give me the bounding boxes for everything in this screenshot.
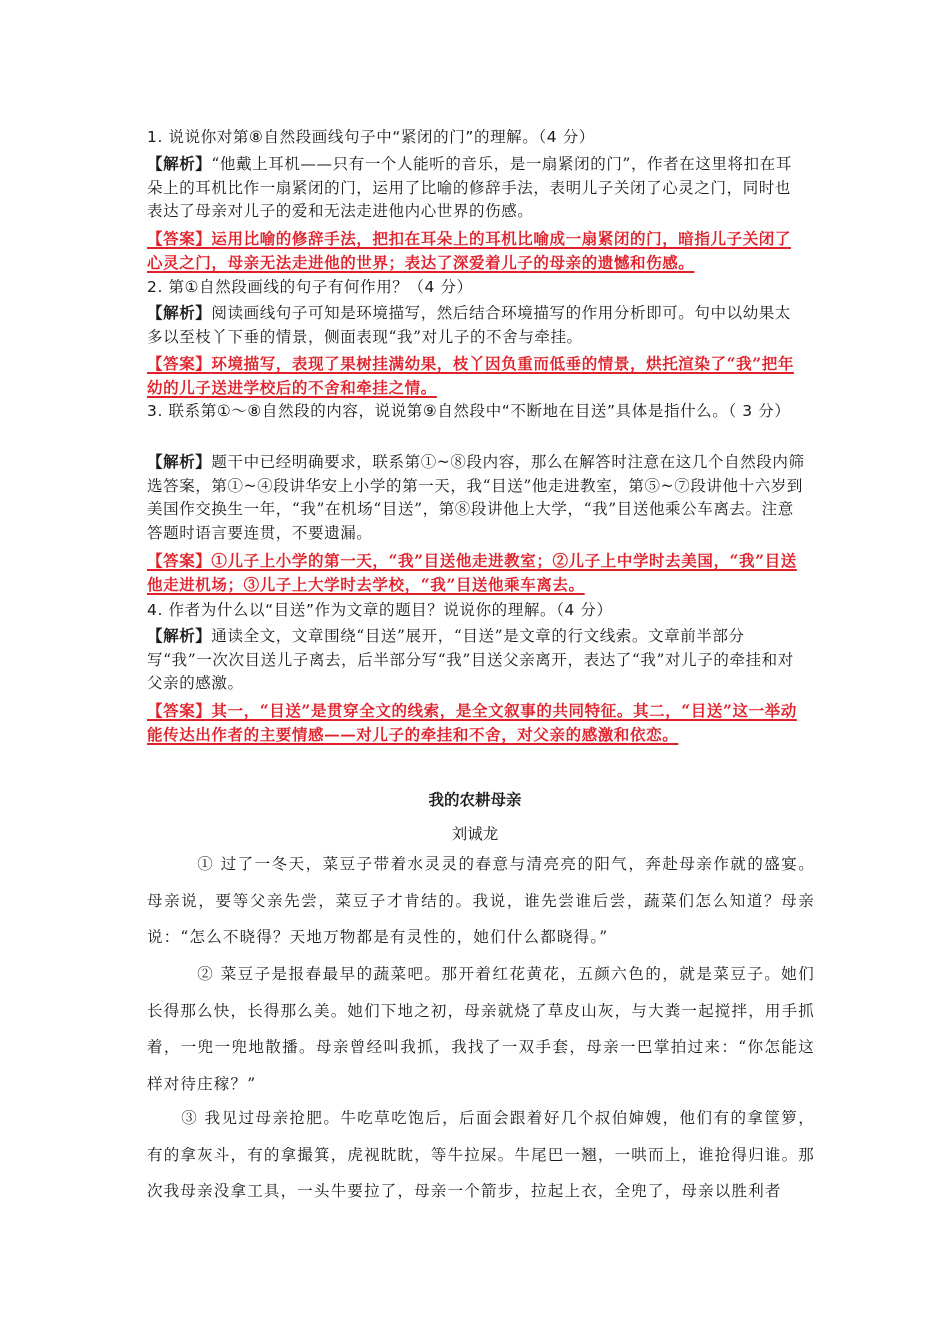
article-author: 刘诚龙 xyxy=(451,825,499,843)
question-4: 4. 作者为什么以“目送”作为文章的题目？说说你的理解。（4 分） xyxy=(147,601,613,619)
paragraph-text: ② 菜豆子是报春最早的蔬菜吧。那开着红花黄花，五颜六色的，就是菜豆子。她们长得那么快，长得那么美。她们下地之初，母亲就烧了草皮山灰，与大粪一起搅拌，用手抓着，一兜一兜地散播。母亲曾经叫我抓，我找了一双手套，母亲一巴掌拍过来：“你怎能这样对待庄稼？” xyxy=(147,965,816,1093)
article-paragraph xyxy=(147,846,815,956)
analysis-3 xyxy=(147,450,807,545)
analysis-tag: 【解析】 xyxy=(147,452,212,471)
answer-4 xyxy=(147,699,807,747)
paragraph-text: ① 过了一冬天，菜豆子带着水灵灵的春意与清亮亮的阳气，奔赴母亲作就的盛宴。母亲说，要等父亲先尝，菜豆子才肯结的。我说，谁先尝谁后尝，蔬菜们怎么知道？母亲说：“怎么不晓得？天地万物都是有灵性的，她们什么都晓得。” xyxy=(147,855,815,946)
analysis-tag: 【解析】 xyxy=(147,303,212,322)
analysis-tag: 【解析】 xyxy=(147,626,212,645)
analysis-text: “他戴上耳机——只有一个人能听的音乐，是一扇紧闭的门”，作者在这里将扣在耳朵上的耳机比作一扇紧闭的门，运用了比喻的修辞手法，表明儿子关闭了心灵之门，同时也表达了母亲对儿子的爱和无法走进他内心世界的伤感。 xyxy=(147,155,792,220)
analysis-1 xyxy=(147,152,807,224)
answer-tag: 【答案】 xyxy=(147,701,212,720)
question-2: 2. 第①自然段画线的句子有何作用？（4 分） xyxy=(147,278,473,296)
answer-tag: 【答案】 xyxy=(147,551,212,570)
answer-tag: 【答案】 xyxy=(147,354,212,373)
analysis-text: 阅读画线句子可知是环境描写，然后结合环境描写的作用分析即可。句中以幼果太多以至枝丫下垂的情景，侧面表现“我”对儿子的不舍与牵挂。 xyxy=(147,304,792,346)
analysis-4 xyxy=(147,624,807,696)
answer-text: 运用比喻的修辞手法，把扣在耳朵上的耳机比喻成一扇紧闭的门，暗指儿子关闭了心灵之门，母亲无法走进他的世界；表达了深爱着儿子的母亲的遗憾和伤感。 xyxy=(147,229,792,272)
answer-text: ①儿子上小学的第一天，“我”目送他走进教室；②儿子上中学时去美国，“我”目送他走进机场；③儿子上大学时去学校，“我”目送他乘车离去。 xyxy=(147,551,797,594)
answer-3 xyxy=(147,549,807,597)
answer-text: 其一，“目送”是贯穿全文的线索，是全文叙事的共同特征。其二，“目送”这一举动能传达出作者的主要情感——对儿子的牵挂和不舍，对父亲的感激和依恋。 xyxy=(147,701,797,744)
analysis-2 xyxy=(147,301,807,349)
question-3: 3. 联系第①～⑧自然段的内容，说说第⑨自然段中“不断地在目送”具体是指什么。（ 3 分） xyxy=(147,402,791,420)
answer-1 xyxy=(147,227,807,275)
article-paragraph xyxy=(147,956,815,1102)
paragraph-text: ③ 我见过母亲抢肥。牛吃草吃饱后，后面会跟着好几个叔伯婶嫂，他们有的拿筐箩，有的拿灰斗，有的拿撮箕，虎视眈眈，等牛拉屎。牛尾巴一翘，一哄而上，谁抢得归谁。那次我母亲没拿工具，一头牛要拉了，母亲一个箭步，拉起上衣，全兜了，母亲以胜利者 xyxy=(147,1109,816,1200)
answer-text: 环境描写，表现了果树挂满幼果，枝丫因负重而低垂的情景，烘托渲染了“我”把年幼的儿子送进学校后的不舍和牵挂之情。 xyxy=(147,354,794,397)
question-1: 1. 说说你对第⑧自然段画线句子中“紧闭的门”的理解。（4 分） xyxy=(147,128,595,146)
article-paragraph xyxy=(147,1100,815,1210)
analysis-tag: 【解析】 xyxy=(147,154,212,173)
article-title: 我的农耕母亲 xyxy=(428,791,522,809)
answer-2 xyxy=(147,352,807,400)
analysis-text: 题干中已经明确要求，联系第①~⑧段内容，那么在解答时注意在这几个自然段内筛选答案，第①~④段讲华安上小学的第一天，我“目送”他走进教室，第⑤~⑦段讲他十六岁到美国作交换生一年，“我”在机场“目送”，第⑧段讲他上大学，“我”目送他乘公车离去。注意答题时语言要连贯，不要遗漏。 xyxy=(147,453,805,542)
analysis-text: 通读全文，文章围绕“目送”展开，“目送”是文章的行文线索。文章前半部分写“我”一次次目送儿子离去，后半部分写“我”目送父亲离开，表达了“我”对儿子的牵挂和对父亲的感激。 xyxy=(147,627,794,692)
answer-tag: 【答案】 xyxy=(147,229,212,248)
